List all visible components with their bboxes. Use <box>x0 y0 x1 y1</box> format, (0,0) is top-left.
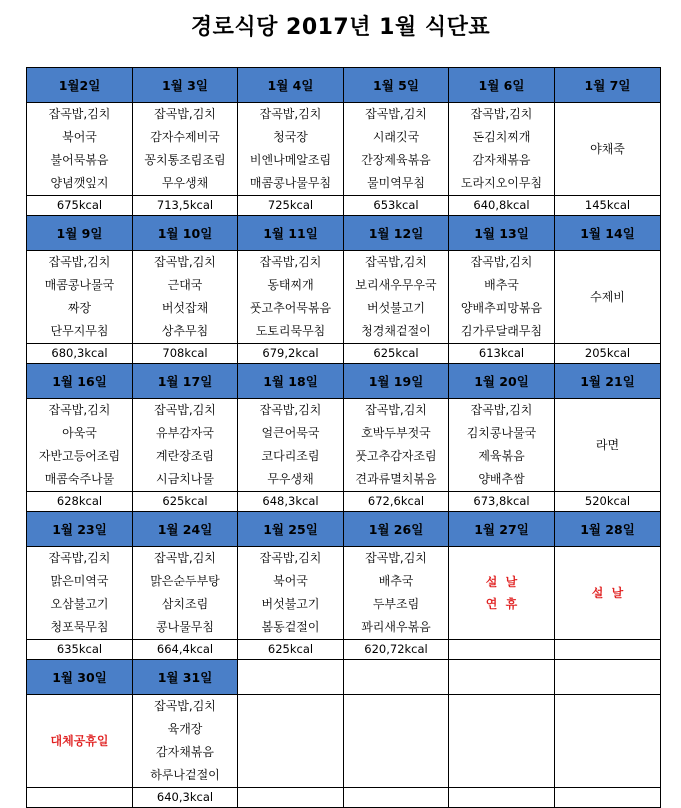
menu-cell <box>133 547 238 640</box>
empty-cell <box>449 788 555 808</box>
menu-item: 육개장 <box>167 722 203 736</box>
menu-item: 잡곡밥,김치 <box>259 255 322 269</box>
menu-item: 북어국 <box>273 574 308 588</box>
kcal-cell: 713,5kcal <box>133 196 238 216</box>
menu-item: 비엔나메알조림 <box>249 153 332 167</box>
menu-item: 오삼불고기 <box>50 597 109 611</box>
menu-item: 꽁치통조림조림 <box>144 153 226 167</box>
menu-item: 상추무침 <box>161 324 209 338</box>
menu-item: 호박두부젓국 <box>361 426 431 440</box>
menu-row <box>27 251 661 344</box>
menu-item: 잡곡밥,김치 <box>48 107 111 121</box>
menu-cell <box>344 399 449 492</box>
date-header-row <box>27 364 661 399</box>
menu-item: 계란장조림 <box>156 449 214 463</box>
menu-item: 유부감자국 <box>156 426 214 440</box>
date-cell: 1월 14일 <box>555 216 661 251</box>
menu-row <box>27 103 661 196</box>
kcal-cell: 675kcal <box>27 196 133 216</box>
kcal-cell: 628kcal <box>27 492 133 512</box>
menu-item: 보리새우무우국 <box>355 278 437 292</box>
kcal-cell: 145kcal <box>555 196 661 216</box>
menu-item: 양념깻잎지 <box>50 176 109 190</box>
empty-cell <box>344 660 449 695</box>
menu-item: 단무지무침 <box>50 324 109 338</box>
date-cell: 1월 26일 <box>344 512 449 547</box>
menu-item: 하루나겉절이 <box>150 768 220 782</box>
menu-cell <box>27 547 133 640</box>
kcal-cell: 673,8kcal <box>449 492 555 512</box>
menu-cell <box>238 251 344 344</box>
date-cell: 1월 17일 <box>133 364 238 399</box>
holiday-text: 대체공휴일 <box>50 734 109 748</box>
kcal-cell <box>27 788 133 808</box>
menu-cell <box>27 103 133 196</box>
date-cell: 1월 4일 <box>238 68 344 103</box>
menu-item: 간장제육볶음 <box>361 153 431 167</box>
holiday-label <box>555 582 660 604</box>
menu-item: 잡곡밥,김치 <box>365 107 427 121</box>
menu-item: 양배추쌈 <box>478 472 525 486</box>
menu-cell <box>555 399 661 492</box>
kcal-cell: 625kcal <box>238 640 344 660</box>
menu-item: 잡곡밥,김치 <box>154 699 216 713</box>
menu-cell <box>555 547 661 640</box>
empty-cell <box>344 788 449 808</box>
menu-item: 삼치조림 <box>161 597 209 611</box>
kcal-cell: 679,2kcal <box>238 344 344 364</box>
menu-item: 잡곡밥,김치 <box>48 551 111 565</box>
empty-cell <box>238 695 344 788</box>
menu-item: 배추국 <box>378 574 414 588</box>
menu-item: 잡곡밥,김치 <box>259 107 322 121</box>
menu-cell <box>133 399 238 492</box>
kcal-cell: 640,3kcal <box>133 788 238 808</box>
menu-item: 감자수제비국 <box>150 130 220 144</box>
menu-item: 잡곡밥,김치 <box>470 403 533 417</box>
date-cell: 1월 31일 <box>133 660 238 695</box>
menu-item: 청포묵무침 <box>50 620 109 634</box>
menu-item: 잡곡밥,김치 <box>365 403 427 417</box>
menu-item: 매콤숙주나물 <box>44 472 115 486</box>
menu-item: 잡곡밥,김치 <box>154 551 216 565</box>
menu-item: 잡곡밥,김치 <box>154 403 216 417</box>
menu-item: 라면 <box>595 437 620 452</box>
menu-cell <box>449 103 555 196</box>
kcal-cell: 680,3kcal <box>27 344 133 364</box>
empty-cell <box>555 788 661 808</box>
menu-item: 불어묵볶음 <box>50 153 109 167</box>
date-cell: 1월 18일 <box>238 364 344 399</box>
menu-item: 자반고등어조림 <box>38 449 121 463</box>
empty-cell <box>344 695 449 788</box>
menu-item: 도토리묵무침 <box>255 324 326 338</box>
menu-cell <box>449 399 555 492</box>
date-cell: 1월 23일 <box>27 512 133 547</box>
menu-item: 매콤콩나물국 <box>44 278 115 292</box>
holiday-text: 연 휴 <box>485 597 518 611</box>
menu-cell <box>238 399 344 492</box>
kcal-cell <box>555 640 661 660</box>
date-cell: 1월 9일 <box>27 216 133 251</box>
menu-item: 버섯불고기 <box>261 597 320 611</box>
page-title: 경로식당 2017년 1월 식단표 <box>190 15 491 40</box>
menu-item: 코다리조림 <box>261 449 320 463</box>
kcal-cell: 620,72kcal <box>344 640 449 660</box>
date-cell: 1월 28일 <box>555 512 661 547</box>
empty-cell <box>238 660 344 695</box>
date-header-row <box>27 660 661 695</box>
menu-item: 양배추피망볶음 <box>460 301 543 315</box>
menu-cell <box>133 695 238 788</box>
holiday-label <box>449 571 554 615</box>
kcal-cell: 708kcal <box>133 344 238 364</box>
menu-item: 무우생채 <box>161 176 209 190</box>
menu-item: 김치콩나물국 <box>466 426 537 440</box>
menu-item: 잡곡밥,김치 <box>470 255 533 269</box>
menu-item: 잡곡밥,김치 <box>48 255 111 269</box>
date-cell: 1월 6일 <box>449 68 555 103</box>
menu-item: 청경채겉절이 <box>361 324 431 338</box>
empty-cell <box>238 788 344 808</box>
menu-item: 버섯잡채 <box>161 301 209 315</box>
menu-item: 버섯불고기 <box>367 301 425 315</box>
menu-item: 배추국 <box>484 278 519 292</box>
menu-cell <box>344 251 449 344</box>
menu-cell <box>555 251 661 344</box>
kcal-cell: 648,3kcal <box>238 492 344 512</box>
kcal-cell: 613kcal <box>449 344 555 364</box>
menu-item: 감자채볶음 <box>472 153 531 167</box>
kcal-cell: 635kcal <box>27 640 133 660</box>
date-header-row <box>27 512 661 547</box>
date-cell: 1월 12일 <box>344 216 449 251</box>
kcal-cell: 520kcal <box>555 492 661 512</box>
menu-item: 잡곡밥,김치 <box>259 551 322 565</box>
date-cell: 1월2일 <box>27 68 133 103</box>
kcal-cell: 664,4kcal <box>133 640 238 660</box>
date-cell: 1월 20일 <box>449 364 555 399</box>
menu-cell <box>133 103 238 196</box>
menu-item: 아욱국 <box>62 426 97 440</box>
menu-row <box>27 547 661 640</box>
kcal-row <box>27 788 661 808</box>
date-cell: 1월 21일 <box>555 364 661 399</box>
menu-item: 두부조림 <box>372 597 420 611</box>
menu-item: 시래깃국 <box>372 130 420 144</box>
date-cell: 1월 16일 <box>27 364 133 399</box>
menu-item: 꽈리새우볶음 <box>361 620 431 634</box>
menu-cell <box>27 695 133 788</box>
menu-item: 야채죽 <box>590 141 625 156</box>
date-cell: 1월 25일 <box>238 512 344 547</box>
date-cell: 1월 30일 <box>27 660 133 695</box>
menu-item: 동태찌개 <box>267 278 314 292</box>
holiday-text: 설 날 <box>485 575 518 589</box>
menu-item: 매콤콩나물무침 <box>249 176 332 190</box>
menu-item: 봄동겉절이 <box>261 620 320 634</box>
menu-item: 잡곡밥,김치 <box>154 255 216 269</box>
menu-item: 얼큰어묵국 <box>261 426 320 440</box>
menu-item: 잡곡밥,김치 <box>48 403 111 417</box>
date-cell: 1월 13일 <box>449 216 555 251</box>
menu-cell <box>344 547 449 640</box>
holiday-label <box>27 730 132 752</box>
date-cell: 1월 11일 <box>238 216 344 251</box>
empty-cell <box>555 695 661 788</box>
date-cell: 1월 5일 <box>344 68 449 103</box>
menu-item: 잡곡밥,김치 <box>259 403 322 417</box>
kcal-cell: 625kcal <box>344 344 449 364</box>
kcal-row <box>27 344 661 364</box>
menu-item: 잡곡밥,김치 <box>154 107 216 121</box>
date-cell: 1월 7일 <box>555 68 661 103</box>
kcal-row <box>27 640 661 660</box>
kcal-cell: 625kcal <box>133 492 238 512</box>
menu-item: 청국장 <box>273 130 308 144</box>
kcal-cell: 672,6kcal <box>344 492 449 512</box>
menu-item: 짜장 <box>67 301 92 315</box>
date-cell: 1월 27일 <box>449 512 555 547</box>
menu-item: 풋고추감자조림 <box>355 449 437 463</box>
menu-item: 풋고추어묵볶음 <box>249 301 332 315</box>
menu-item: 근대국 <box>167 278 203 292</box>
menu-item: 잡곡밥,김치 <box>470 107 533 121</box>
menu-row <box>27 695 661 788</box>
holiday-text: 설 날 <box>591 586 624 600</box>
menu-item: 맑은미역국 <box>50 574 109 588</box>
menu-cell <box>449 251 555 344</box>
date-cell: 1월 10일 <box>133 216 238 251</box>
menu-item: 무우생채 <box>267 472 314 486</box>
menu-item: 돈김치찌개 <box>472 130 531 144</box>
menu-item: 수제비 <box>590 289 625 304</box>
empty-cell <box>555 660 661 695</box>
kcal-row <box>27 492 661 512</box>
empty-cell <box>449 660 555 695</box>
menu-row <box>27 399 661 492</box>
kcal-cell: 640,8kcal <box>449 196 555 216</box>
menu-item: 콩나물무침 <box>156 620 214 634</box>
kcal-cell: 653kcal <box>344 196 449 216</box>
menu-cell <box>344 103 449 196</box>
date-cell: 1월 24일 <box>133 512 238 547</box>
menu-cell <box>449 547 555 640</box>
menu-cell <box>238 547 344 640</box>
kcal-row <box>27 196 661 216</box>
menu-item: 물미역무침 <box>367 176 425 190</box>
menu-item: 잡곡밥,김치 <box>365 255 427 269</box>
menu-cell <box>27 251 133 344</box>
menu-item: 맑은순두부탕 <box>150 574 220 588</box>
empty-cell <box>449 695 555 788</box>
menu-item: 제육볶음 <box>478 449 525 463</box>
menu-cell <box>555 103 661 196</box>
menu-item: 김가루달래무침 <box>460 324 543 338</box>
date-header-row <box>27 68 661 103</box>
menu-table <box>26 67 661 808</box>
kcal-cell <box>449 640 555 660</box>
menu-cell <box>133 251 238 344</box>
kcal-cell: 205kcal <box>555 344 661 364</box>
menu-item: 북어국 <box>62 130 97 144</box>
menu-cell <box>27 399 133 492</box>
date-cell: 1월 3일 <box>133 68 238 103</box>
menu-item: 견과류멸치볶음 <box>355 472 437 486</box>
date-cell: 1월 19일 <box>344 364 449 399</box>
menu-item: 시금치나물 <box>156 472 214 486</box>
date-header-row <box>27 216 661 251</box>
menu-item: 잡곡밥,김치 <box>365 551 427 565</box>
menu-item: 감자채볶음 <box>156 745 214 759</box>
kcal-cell: 725kcal <box>238 196 344 216</box>
menu-item: 도라지오이무침 <box>460 176 543 190</box>
menu-cell <box>238 103 344 196</box>
